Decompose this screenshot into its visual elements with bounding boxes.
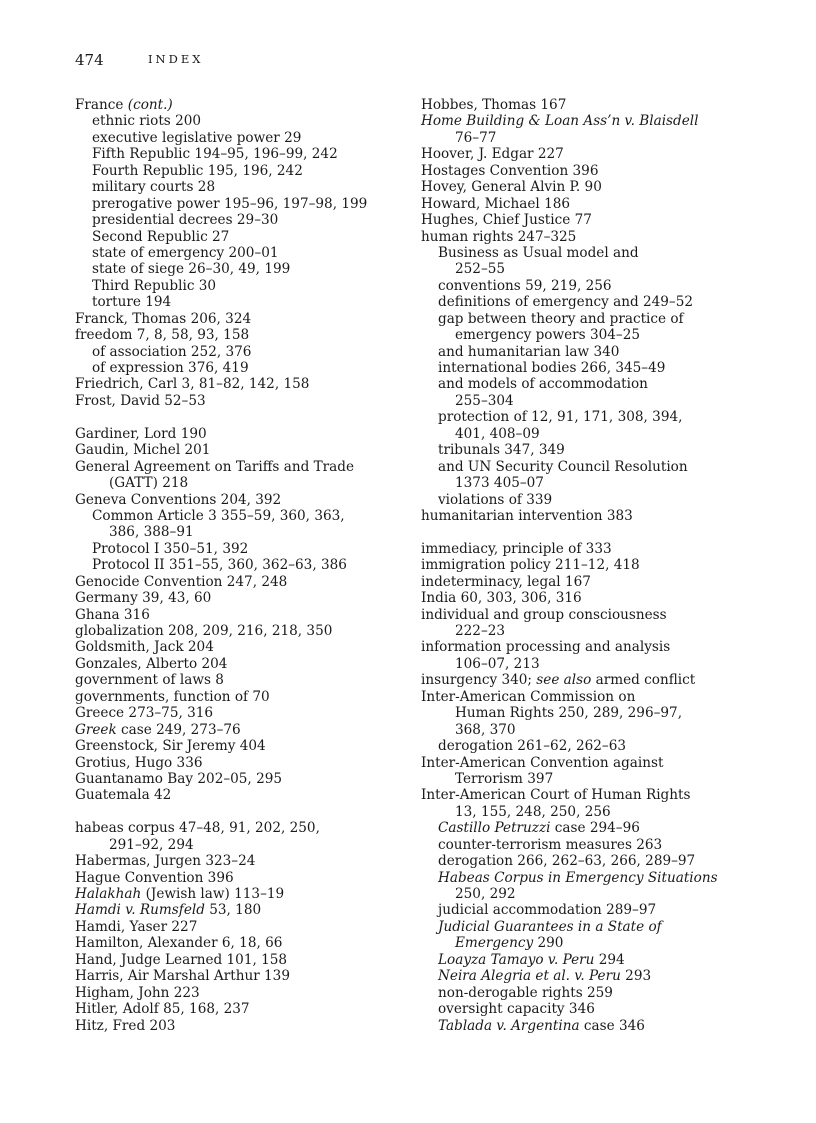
entry-text: executive legislative power 29 bbox=[92, 129, 302, 146]
italic-text: Neira Alegria et al. v. Peru bbox=[438, 968, 621, 985]
index-entry bbox=[421, 590, 761, 606]
entry-text: 294 bbox=[594, 951, 625, 968]
index-entry bbox=[75, 853, 415, 869]
index-entry bbox=[75, 771, 415, 787]
entry-text: 250, 292 bbox=[455, 886, 516, 902]
index-subentry bbox=[75, 179, 415, 195]
index-entry bbox=[75, 1001, 415, 1017]
entry-text: derogation 266, 262–63, 266, 289–97 bbox=[438, 853, 696, 870]
index-entry bbox=[75, 689, 415, 705]
entry-text: Geneva Conventions 204, 392 bbox=[75, 491, 282, 508]
index-entry bbox=[421, 689, 761, 705]
entry-text: information processing and analysis bbox=[421, 639, 671, 656]
index-entry bbox=[75, 755, 415, 771]
index-entry bbox=[421, 607, 761, 623]
index-subentry bbox=[421, 952, 761, 968]
index-continuation bbox=[421, 656, 761, 672]
letter-group-gap bbox=[421, 524, 761, 540]
entry-text: globalization 208, 209, 216, 218, 350 bbox=[75, 623, 333, 639]
index-column-right bbox=[421, 97, 761, 1034]
index-continuation bbox=[421, 130, 761, 146]
entry-text: Inter-American Commission on bbox=[421, 688, 636, 705]
entry-text: Hamdi, Yaser 227 bbox=[75, 918, 198, 935]
entry-text: case 346 bbox=[579, 1017, 645, 1034]
entry-text: humanitarian intervention 383 bbox=[421, 507, 633, 524]
index-entry bbox=[421, 541, 761, 557]
entry-text: (Jewish law) 113–19 bbox=[141, 886, 285, 902]
entry-text: Terrorism 397 bbox=[455, 770, 554, 787]
entry-text: government of laws 8 bbox=[75, 672, 224, 689]
index-subentry bbox=[75, 360, 415, 376]
italic-text: Tablada v. Argentina bbox=[438, 1017, 580, 1034]
entry-text: 401, 408–09 bbox=[455, 425, 540, 442]
entry-text: France bbox=[75, 97, 128, 113]
entry-text: individual and group consciousness bbox=[421, 606, 667, 623]
entry-text: human rights 247–325 bbox=[421, 228, 577, 245]
index-entry bbox=[421, 196, 761, 212]
index-entry bbox=[75, 787, 415, 803]
index-entry bbox=[421, 113, 761, 129]
index-subentry bbox=[75, 245, 415, 261]
index-entry bbox=[75, 639, 415, 655]
entry-text: of association 252, 376 bbox=[92, 343, 252, 360]
index-entry bbox=[421, 787, 761, 803]
italic-text: Emergency bbox=[455, 935, 534, 952]
entry-text: oversight capacity 346 bbox=[438, 1001, 595, 1018]
entry-text: 1373 405–07 bbox=[455, 475, 544, 492]
entry-text: Grotius, Hugo 336 bbox=[75, 754, 203, 771]
index-entry bbox=[75, 442, 415, 458]
entry-text: 13, 155, 248, 250, 256 bbox=[455, 803, 611, 820]
entry-text: immigration policy 211–12, 418 bbox=[421, 557, 640, 574]
entry-text: tribunals 347, 349 bbox=[438, 442, 565, 459]
entry-text: Third Republic 30 bbox=[92, 277, 217, 294]
entry-text: counter-terrorism measures 263 bbox=[438, 836, 663, 853]
index-entry bbox=[75, 820, 415, 836]
index-entry bbox=[75, 426, 415, 442]
entry-text: Fourth Republic 195, 196, 242 bbox=[92, 162, 303, 179]
index-entry bbox=[421, 755, 761, 771]
entry-text: governments, function of 70 bbox=[75, 688, 270, 705]
index-subentry bbox=[421, 853, 761, 869]
entry-text: 293 bbox=[620, 968, 652, 985]
index-entry bbox=[75, 886, 415, 902]
index-subentry bbox=[421, 738, 761, 754]
index-continuation bbox=[421, 935, 761, 951]
index-entry bbox=[75, 935, 415, 951]
index-subentry bbox=[75, 212, 415, 228]
entry-text: state of siege 26–30, 49, 199 bbox=[92, 261, 291, 278]
index-entry bbox=[75, 919, 415, 935]
italic-text: Home Building & Loan Ass’n v. Blaisdell bbox=[421, 113, 699, 130]
entry-text: 76–77 bbox=[455, 129, 497, 146]
entry-text: torture 194 bbox=[92, 294, 172, 311]
index-entry bbox=[75, 985, 415, 1001]
entry-text: India 60, 303, 306, 316 bbox=[421, 590, 582, 607]
entry-text: international bodies 266, 345–49 bbox=[438, 360, 666, 376]
entry-text: derogation 261–62, 262–63 bbox=[438, 738, 627, 755]
index-continuation bbox=[421, 771, 761, 787]
index-entry bbox=[421, 574, 761, 590]
index-subentry bbox=[75, 344, 415, 360]
index-entry bbox=[75, 311, 415, 327]
entry-text: 106–07, 213 bbox=[455, 655, 540, 672]
index-continuation bbox=[421, 705, 761, 721]
index-subentry bbox=[75, 130, 415, 146]
index-subentry bbox=[75, 278, 415, 294]
index-subentry bbox=[75, 508, 415, 524]
entry-text: Friedrich, Carl 3, 81–82, 142, 158 bbox=[75, 376, 310, 393]
index-continuation bbox=[75, 837, 415, 853]
entry-text: Germany 39, 43, 60 bbox=[75, 590, 212, 607]
index-entry bbox=[421, 212, 761, 228]
index-continuation bbox=[421, 722, 761, 738]
entry-text: violations of 339 bbox=[438, 491, 553, 508]
index-subentry bbox=[421, 442, 761, 458]
entry-text: conventions 59, 219, 256 bbox=[438, 277, 612, 294]
entry-text: judicial accommodation 289–97 bbox=[438, 902, 657, 919]
entry-text: Hobbes, Thomas 167 bbox=[421, 97, 567, 113]
entry-text: ethnic riots 200 bbox=[92, 113, 202, 130]
index-entry bbox=[75, 672, 415, 688]
index-subentry bbox=[421, 294, 761, 310]
entry-text: Franck, Thomas 206, 324 bbox=[75, 310, 252, 327]
italic-text: Greek bbox=[75, 721, 117, 738]
entry-text: Guatemala 42 bbox=[75, 787, 172, 804]
letter-group-gap bbox=[75, 409, 415, 425]
italic-text: Loayza Tamayo v. Peru bbox=[438, 951, 595, 968]
entry-text: military courts 28 bbox=[92, 179, 216, 196]
entry-text: 368, 370 bbox=[455, 721, 516, 738]
index-entry bbox=[75, 952, 415, 968]
index-subentry bbox=[421, 1018, 761, 1034]
entry-text: Ghana 316 bbox=[75, 606, 150, 623]
entry-text: 291–92, 294 bbox=[109, 836, 194, 853]
italic-text: Halakhah bbox=[75, 886, 142, 902]
index-entry bbox=[75, 590, 415, 606]
entry-text: 386, 388–91 bbox=[109, 524, 194, 541]
index-subentry bbox=[421, 870, 761, 886]
entry-text: protection of 12, 91, 171, 308, 394, bbox=[438, 409, 683, 426]
index-entry bbox=[75, 623, 415, 639]
index-entry bbox=[421, 179, 761, 195]
entry-text: Inter-American Court of Human Rights bbox=[421, 787, 691, 804]
index-subentry bbox=[421, 311, 761, 327]
entry-text: Howard, Michael 186 bbox=[421, 195, 571, 212]
index-entry bbox=[75, 393, 415, 409]
italic-text: see also bbox=[536, 672, 592, 689]
index-entry bbox=[421, 672, 761, 688]
entry-text: immediacy, principle of 333 bbox=[421, 540, 612, 557]
entry-text: Gonzales, Alberto 204 bbox=[75, 655, 228, 672]
entry-text: Higham, John 223 bbox=[75, 984, 200, 1001]
index-subentry bbox=[421, 278, 761, 294]
index-entry bbox=[421, 163, 761, 179]
entry-text: Hamilton, Alexander 6, 18, 66 bbox=[75, 935, 283, 952]
index-subentry bbox=[421, 360, 761, 376]
index-entry bbox=[421, 97, 761, 113]
running-head: INDEX bbox=[148, 52, 204, 66]
index-subentry bbox=[421, 409, 761, 425]
entry-text: Harris, Air Marshal Arthur 139 bbox=[75, 968, 290, 985]
entry-text: Hovey, General Alvin P. 90 bbox=[421, 179, 602, 196]
index-entry bbox=[75, 97, 415, 113]
entry-text: emergency powers 304–25 bbox=[455, 327, 640, 344]
index-entry bbox=[75, 705, 415, 721]
index-subentry bbox=[421, 459, 761, 475]
entry-text: Protocol II 351–55, 360, 362–63, 386 bbox=[92, 557, 347, 574]
index-entry bbox=[75, 722, 415, 738]
index-subentry bbox=[421, 968, 761, 984]
entry-text: Hoover, J. Edgar 227 bbox=[421, 146, 564, 163]
entry-text: 53, 180 bbox=[204, 902, 262, 919]
index-subentry bbox=[421, 376, 761, 392]
index-subentry bbox=[75, 294, 415, 310]
entry-text: Second Republic 27 bbox=[92, 228, 230, 245]
index-entry bbox=[75, 870, 415, 886]
entry-text: non-derogable rights 259 bbox=[438, 984, 613, 1001]
index-subentry bbox=[421, 820, 761, 836]
entry-text: habeas corpus 47–48, 91, 202, 250, bbox=[75, 820, 320, 837]
entry-text: 222–23 bbox=[455, 623, 506, 639]
entry-text: 255–304 bbox=[455, 392, 514, 409]
entry-text: Inter-American Convention against bbox=[421, 754, 664, 771]
index-entry bbox=[421, 146, 761, 162]
page-number: 474 bbox=[75, 51, 104, 69]
index-subentry bbox=[75, 113, 415, 129]
index-subentry bbox=[75, 229, 415, 245]
entry-text: and humanitarian law 340 bbox=[438, 343, 620, 360]
index-entry bbox=[75, 902, 415, 918]
italic-text: Judicial Guarantees in a State of bbox=[438, 918, 662, 935]
entry-text: Gardiner, Lord 190 bbox=[75, 425, 207, 442]
entry-text: Goldsmith, Jack 204 bbox=[75, 639, 214, 656]
index-continuation bbox=[421, 327, 761, 343]
entry-text: Hughes, Chief Justice 77 bbox=[421, 212, 592, 229]
index-subentry bbox=[421, 902, 761, 918]
index-continuation bbox=[421, 623, 761, 639]
entry-text: case 249, 273–76 bbox=[116, 721, 241, 738]
letter-group-gap bbox=[75, 804, 415, 820]
index-subentry bbox=[421, 919, 761, 935]
entry-text: Fifth Republic 194–95, 196–99, 242 bbox=[92, 146, 338, 163]
entry-text: Human Rights 250, 289, 296–97, bbox=[455, 705, 683, 722]
italic-text: Hamdi v. Rumsfeld bbox=[75, 902, 205, 919]
entry-text: of expression 376, 419 bbox=[92, 360, 249, 376]
index-subentry bbox=[421, 344, 761, 360]
index-entry bbox=[75, 656, 415, 672]
entry-text: Habermas, Jurgen 323–24 bbox=[75, 853, 256, 870]
entry-text: and UN Security Council Resolution bbox=[438, 458, 688, 475]
entry-text: and models of accommodation bbox=[438, 376, 648, 393]
index-continuation bbox=[75, 475, 415, 491]
entry-text: insurgency 340; bbox=[421, 672, 537, 689]
entry-text: Frost, David 52–53 bbox=[75, 392, 206, 409]
entry-text: General Agreement on Tariffs and Trade bbox=[75, 458, 355, 475]
index-entry bbox=[75, 968, 415, 984]
index-entry bbox=[75, 376, 415, 392]
index-continuation bbox=[421, 804, 761, 820]
index-entry bbox=[421, 639, 761, 655]
italic-text: Habeas Corpus in Emergency Situations bbox=[438, 869, 718, 886]
entry-text: prerogative power 195–96, 197–98, 199 bbox=[92, 195, 368, 212]
index-entry bbox=[75, 607, 415, 623]
entry-text: presidential decrees 29–30 bbox=[92, 212, 279, 229]
entry-text: armed conflict bbox=[591, 672, 696, 689]
index-entry bbox=[75, 1018, 415, 1034]
entry-text: Protocol I 350–51, 392 bbox=[92, 540, 249, 557]
entry-text: Hague Convention 396 bbox=[75, 869, 234, 886]
index-subentry bbox=[75, 557, 415, 573]
index-column-left bbox=[75, 97, 415, 1034]
index-continuation bbox=[421, 261, 761, 277]
entry-text: Hitz, Fred 203 bbox=[75, 1017, 176, 1034]
index-continuation bbox=[421, 393, 761, 409]
entry-text: Business as Usual model and bbox=[438, 244, 639, 261]
entry-text: Gaudin, Michel 201 bbox=[75, 442, 211, 459]
index-subentry bbox=[421, 1001, 761, 1017]
index-entry bbox=[75, 327, 415, 343]
entry-text: Genocide Convention 247, 248 bbox=[75, 573, 288, 590]
index-entry bbox=[75, 459, 415, 475]
index-continuation bbox=[421, 886, 761, 902]
entry-text: definitions of emergency and 249–52 bbox=[438, 294, 694, 311]
index-entry bbox=[421, 557, 761, 573]
entry-text: state of emergency 200–01 bbox=[92, 244, 279, 261]
italic-text: (cont.) bbox=[127, 97, 173, 113]
entry-text: 290 bbox=[533, 935, 564, 952]
index-subentry bbox=[75, 541, 415, 557]
italic-text: Castillo Petruzzi bbox=[438, 820, 551, 837]
entry-text: Greenstock, Sir Jeremy 404 bbox=[75, 738, 266, 755]
index-entry bbox=[421, 508, 761, 524]
index-subentry bbox=[421, 245, 761, 261]
index-entry bbox=[75, 738, 415, 754]
entry-text: 252–55 bbox=[455, 261, 506, 278]
entry-text: Guantanamo Bay 202–05, 295 bbox=[75, 770, 283, 787]
index-continuation bbox=[421, 426, 761, 442]
index-subentry bbox=[75, 146, 415, 162]
entry-text: case 294–96 bbox=[550, 820, 640, 837]
entry-text: (GATT) 218 bbox=[109, 475, 189, 492]
entry-text: indeterminacy, legal 167 bbox=[421, 573, 591, 590]
index-entry bbox=[75, 492, 415, 508]
index-subentry bbox=[421, 985, 761, 1001]
entry-text: freedom 7, 8, 58, 93, 158 bbox=[75, 327, 250, 344]
entry-text: Greece 273–75, 316 bbox=[75, 705, 214, 722]
index-continuation bbox=[421, 475, 761, 491]
entry-text: Common Article 3 355–59, 360, 363, bbox=[92, 507, 345, 524]
index-continuation bbox=[75, 524, 415, 540]
index-subentry bbox=[421, 492, 761, 508]
index-subentry bbox=[75, 163, 415, 179]
index-subentry bbox=[75, 196, 415, 212]
entry-text: Hand, Judge Learned 101, 158 bbox=[75, 951, 288, 968]
index-subentry bbox=[75, 261, 415, 277]
index-entry bbox=[75, 574, 415, 590]
entry-text: Hitler, Adolf 85, 168, 237 bbox=[75, 1001, 250, 1018]
entry-text: gap between theory and practice of bbox=[438, 310, 684, 327]
entry-text: Hostages Convention 396 bbox=[421, 162, 599, 179]
index-subentry bbox=[421, 837, 761, 853]
index-entry bbox=[421, 229, 761, 245]
